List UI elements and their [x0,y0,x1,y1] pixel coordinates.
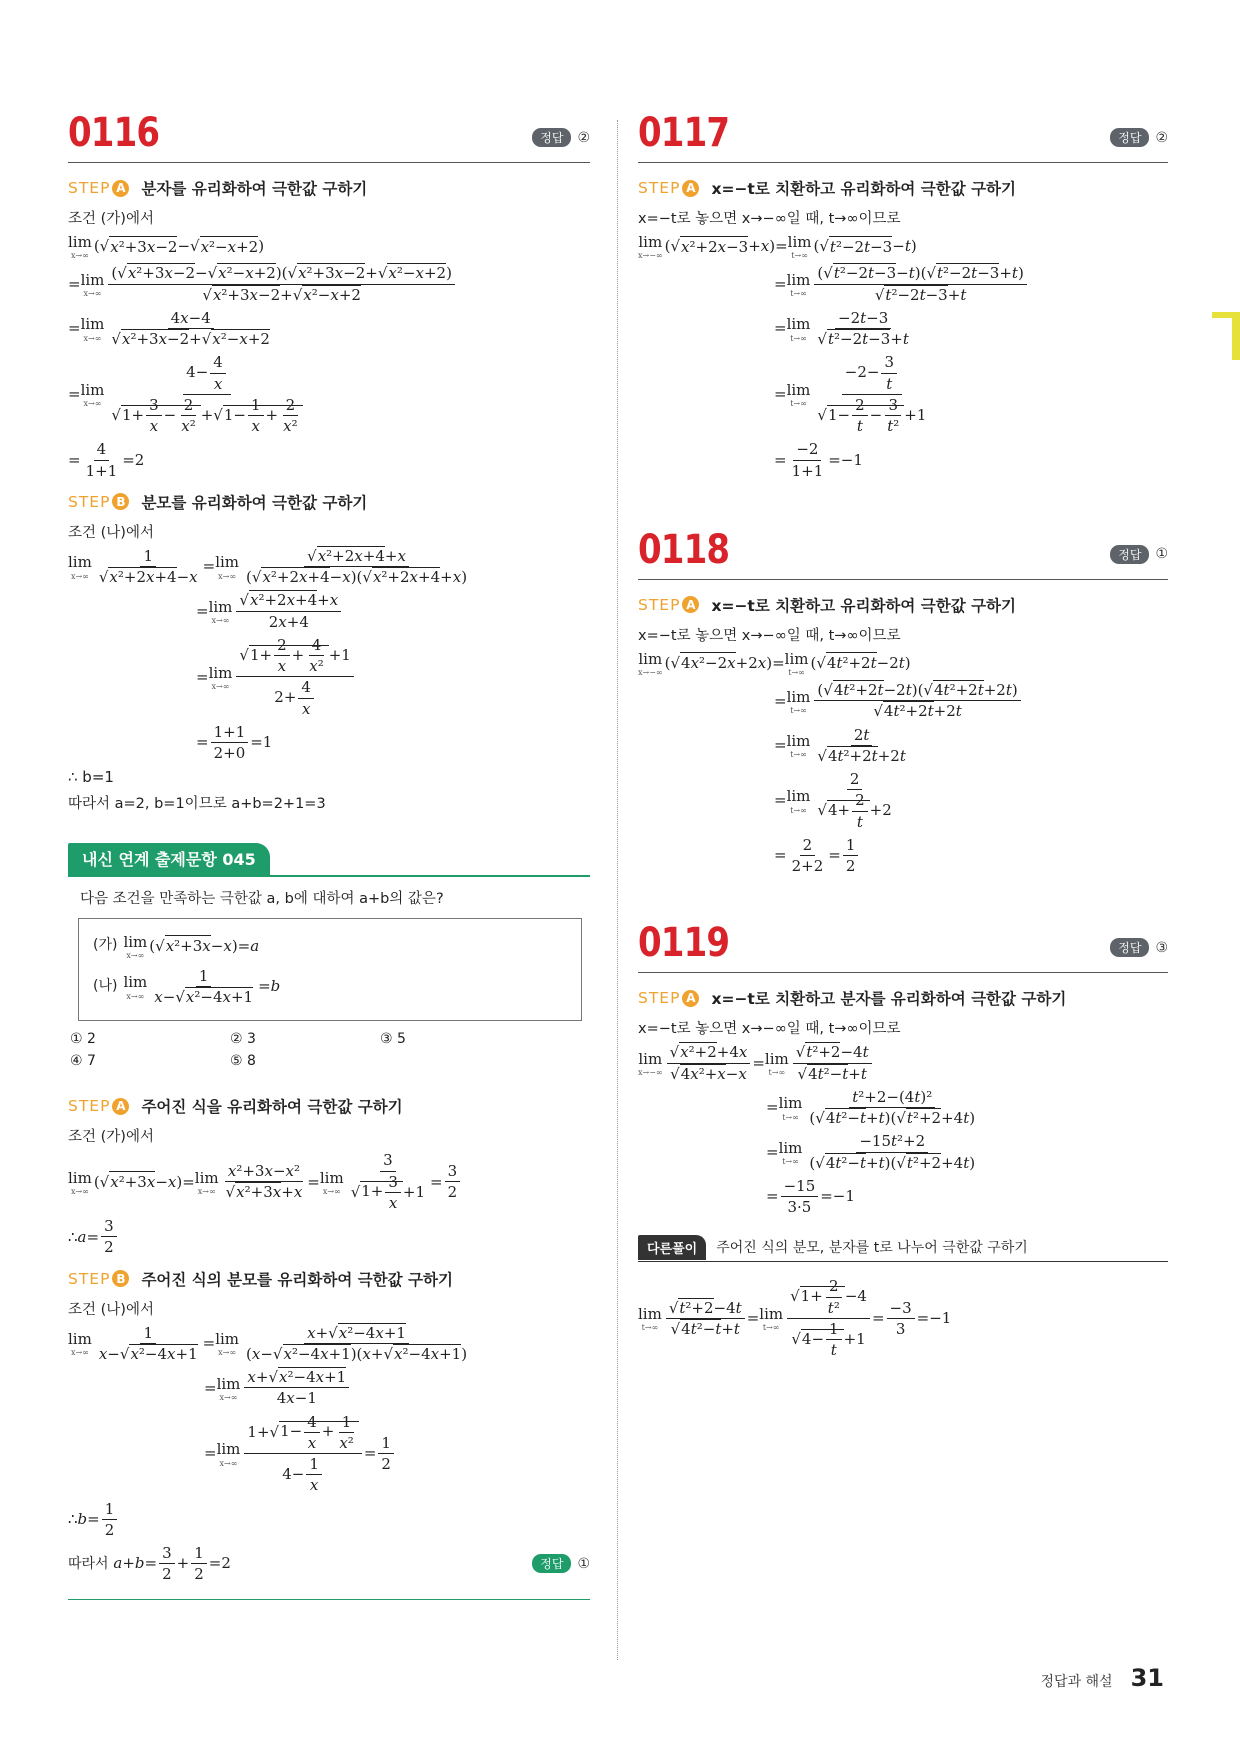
math-line-3: = lim t→∞ $\frac{2t}{\text{√4t²+2t+2t}}$ [774,725,906,765]
choice-2[interactable]: ② 3 [230,1031,256,1048]
step-title: 분모를 유리화하여 극한값 구하기 [141,493,368,512]
math-line-4: = lim t→∞ 2 √4+ $\frac{2}{t}$ +2 [774,770,892,831]
step-title: x=−t로 치환하고 분자를 유리화하여 극한값 구하기 [711,990,1067,1009]
step-title: 분자를 유리화하여 극한값 구하기 [141,180,368,198]
side-tab-marker [1232,312,1240,360]
solution-0118 [638,649,1168,877]
math-line-4: = lim t→∞ −2− $\frac{3}{t}$ √1− $\frac{2}{t}$ − $\frac{3}{\text{t²}}$ +1 [774,353,927,435]
step-tag: STEP [68,1097,111,1116]
math-line-3: = lim x→∞ 1+√1− $\frac{4}{x}$ + $\frac{1}{\text{x²}}$ 4− $\frac{1}{x}$ = $\frac{1}{2}$ [204,1412,590,1496]
step-a-heading [68,1095,590,1117]
math-line-2: = lim t→∞ $\frac{\text{(√t²−2t−3−t)(√t²−2t−3+t)}}{\text{√t²−2t−3+t}}$ [774,263,1168,305]
answer-badge: 정답 [532,1554,571,1573]
math-line-1: lim x→−∞ (√ 4x²−2x +2 x )= lim t→∞ (√ 4t²+2t −2 t ) [638,649,911,677]
naesin-conclusion-row [68,1543,590,1600]
page-number: 31 [1130,1664,1164,1692]
condition-box [78,918,582,1022]
answer-value: ② [1155,129,1168,146]
problem-0119-header [638,920,1168,973]
therefore-b: ∴ b = $\frac{1}{2}$ [68,1499,590,1541]
answer-indicator [1110,938,1168,957]
math-line-1: lim x→∞ $\frac{1}{\text{x−√x²−4x+1}}$ = lim x→∞ $\frac{\text{x+√x²−4x+1}}{\text{(x−√x²−4x+1)(x+√x²−4x+1)}}$ [68,1323,468,1363]
step-letter-badge: A [682,180,699,197]
choice-4[interactable]: ④ 7 [70,1053,96,1070]
choice-3[interactable]: ③ 5 [380,1031,406,1048]
solution-naesin-b [68,1323,590,1541]
left-column [68,110,590,1603]
math-line-3: = lim t→∞ $\frac{\text{−15t²+2}}{\text{(√4t²−t+t)(√t²+2+4t)}}$ [766,1132,976,1172]
condition-text: 조건 (가)에서 [68,211,154,227]
naesin-question: 다음 조건을 만족하는 극한값 a, b에 대하여 a+b의 값은? [80,890,444,907]
step-b-heading [68,491,590,513]
math-line-2: = lim x→∞ $\frac{\text{x+√x²−4x+1}}{4x-1}$ [204,1367,590,1409]
answer-value: ① [577,1555,590,1572]
step-title: x=−t로 치환하고 유리화하여 극한값 구하기 [711,180,1016,198]
condition-ga: (가) lim x→∞ (√ x²+3x − x )= a [93,932,260,960]
answer-indicator [1110,545,1168,564]
math-line-4: = lim x→∞ 4− $\frac{4}{x}$ √1+ $\frac{3}{x}$ − $\frac{2}{\text{x²}}$ +√1− $\frac{1}{x}$ + $\frac{2}{\text{x²}}$ [68,352,590,436]
step-a-heading [638,594,1168,616]
math-line-2: = lim t→∞ $\frac{\text{(√4t²+2t−2t)(√4t²+2t+2t)}}{\text{√4t²+2t+2t}}$ [774,680,1168,722]
step-letter-badge: A [682,596,699,613]
answer-badge: 정답 [532,128,571,147]
alternative-title: 주어진 식의 분모, 분자를 t로 나누어 극한값 구하기 [716,1240,1028,1257]
answer-badge: 정답 [1110,128,1149,147]
condition-na: (나) lim x→∞ $\frac{1}{\text{x−√x²−4x+1}}$ = b [93,966,281,1006]
solution-0116-b [68,546,590,764]
column-divider [617,120,618,1660]
math-line-1: lim x→∞ $\frac{1}{\text{√x²+2x+4−x}}$ = lim x→∞ $\frac{\text{√x²+2x+4+x}}{\text{(√x²+2x+4−x)(√x²+2x+4+x)}}$ [68,546,468,586]
math-line-5: = $\frac{4}{1+1}$ =2 [68,440,145,480]
step-letter-badge: B [112,493,129,510]
alternative-tag: 다른풀이 [638,1235,706,1260]
substitution-text: x=−t로 놓으면 x→−∞일 때, t→∞이므로 [638,211,901,227]
answer-value: ③ [1155,939,1168,956]
step-letter-badge: A [112,180,129,197]
problem-number: 0118 [638,526,730,573]
step-title: 주어진 식을 유리화하여 극한값 구하기 [141,1098,403,1117]
right-column [638,110,1168,1363]
choice-5[interactable]: ⑤ 8 [230,1053,256,1070]
math-line-2: = lim x→∞ $\frac{\text{√x²+2x+4+x}}{2x+4}$ [196,590,590,632]
naesin-title: 내신 연계 출제문항 045 [68,843,270,875]
answer-value: ① [1155,546,1168,563]
footer-title: 정답과 해설 [1040,1674,1113,1690]
step-tag: STEP [638,179,681,197]
math-line-5: = $\frac{2}{2+2}$ = $\frac{1}{2}$ [774,835,1168,877]
naesin-title-bar [68,843,590,877]
answer-value: ② [577,129,590,146]
answer-badge: 정답 [1110,545,1149,564]
solution-0117 [638,232,1168,481]
condition-text: 조건 (나)에서 [68,1301,154,1318]
substitution-text: x=−t로 놓으면 x→−∞일 때, t→∞이므로 [638,627,901,644]
solution-0116-a [68,232,590,481]
math-line-3: = lim x→∞ √1+ $\frac{2}{x}$ + $\frac{4}{\text{x²}}$ +1 2+ $\frac{4}{x}$ [196,635,590,719]
math-line-1: lim x→∞ (√ x²+3x − x )= lim x→∞ $\frac{\text{x²+3x−x²}}{\text{√x²+3x+x}}$ = lim x→∞ 3 √1+ $\frac{3}{x}$ +1 = $\frac{3}{2}$ [68,1150,590,1213]
math-line-4: = $\frac{1+1}{2+0}$ =1 [196,722,273,762]
step-b-heading [68,1268,590,1290]
math-line-2: = lim t→∞ $\frac{\text{t²+2−(4t)²}}{\text{(√4t²−t+t)(√t²+2+4t)}}$ [766,1087,976,1127]
math-line-5: = $\frac{-2}{1+1}$ =−1 [774,440,863,480]
condition-text: 조건 (가)에서 [68,1129,154,1146]
answer-badge: 정답 [1110,938,1149,957]
math-line-4: = $\frac{-15}{3\cdot 5}$ =−1 [766,1176,855,1216]
math-line-1: lim t→∞ $\frac{\text{√t²+2−4t}}{\text{√4t²−t+t}}$ = lim t→∞ √1+ $\frac{2}{\text{t²}}$ −4 √4− $\frac{1}{t}$ +1 = $\frac{-3}{3}$ =−1 [638,1277,952,1359]
math-line-3: = lim t→∞ $\frac{-2t-3}{\text{√t²−2t−3+t}}$ [774,308,909,348]
answer-indicator [532,128,590,147]
math-line-1: lim x→−∞ $\frac{\text{√x²+2+4x}}{\text{√4x²+x−x}}$ = lim t→∞ $\frac{\text{√t²+2−4t}}{\text{√4t²−t+t}}$ [638,1042,1168,1084]
step-tag: STEP [68,179,111,197]
step-tag: STEP [638,989,681,1008]
condition-text: 조건 (나)에서 [68,524,154,541]
therefore-b: ∴ b=1 [68,768,114,787]
step-tag: STEP [68,492,111,511]
step-a-heading [638,177,1168,199]
math-line-3: = lim x→∞ $\frac{4x-4}{\text{√x²+3x−2+√x²−x+2}}$ [68,308,270,348]
problem-0116-header [68,110,590,163]
math-line-1: lim x→∞ (√ x²+3x−2 −√ x²−x+2 ) [68,233,265,261]
problem-number: 0117 [638,110,730,156]
problem-0118-header [638,527,1168,580]
step-a-heading [68,177,590,199]
problem-0117-header [638,110,1168,163]
math-line-2: = lim x→∞ $\frac{\text{(√x²+3x−2−√x²−x+2)(√x²+3x−2+√x²−x+2)}}{\text{√x²+3x−2+√x²−x+2}}$ [68,263,590,305]
choice-1[interactable]: ① 2 [70,1031,96,1048]
step-letter-badge: B [112,1270,129,1287]
solution-naesin-a [68,1150,590,1257]
step-tag: STEP [638,595,681,614]
answer-indicator [1110,128,1168,147]
step-tag: STEP [68,1269,111,1288]
step-a-heading [638,987,1168,1009]
step-title: x=−t로 치환하고 유리화하여 극한값 구하기 [711,596,1016,615]
step-title: 주어진 식의 분모를 유리화하여 극한값 구하기 [141,1270,453,1289]
problem-number: 0116 [68,110,160,156]
page-footer [1041,1664,1164,1692]
solution-0119 [638,1042,1168,1217]
conclusion-text: 따라서 a=2, b=1이므로 a+b=2+1=3 [68,795,326,812]
therefore-a: ∴ a = $\frac{3}{2}$ [68,1216,590,1258]
problem-number: 0119 [638,920,730,967]
alternative-solution-header [638,1233,1168,1262]
naesin-section [68,843,590,1600]
substitution-text: x=−t로 놓으면 x→−∞일 때, t→∞이므로 [638,1021,901,1038]
conclusion-text: 따라서 a+b= $\frac{3}{2}$ + $\frac{1}{2}$ =2 [68,1544,231,1584]
answer-indicator [532,1554,590,1573]
math-line-1: lim x→−∞ (√ x²+2x−3 + x )= lim t→∞ (√ t²−2t−3 − t ) [638,233,917,261]
alternative-solution [638,1276,1168,1360]
answer-choices [70,1031,588,1069]
step-letter-badge: A [112,1098,129,1115]
step-letter-badge: A [682,990,699,1007]
